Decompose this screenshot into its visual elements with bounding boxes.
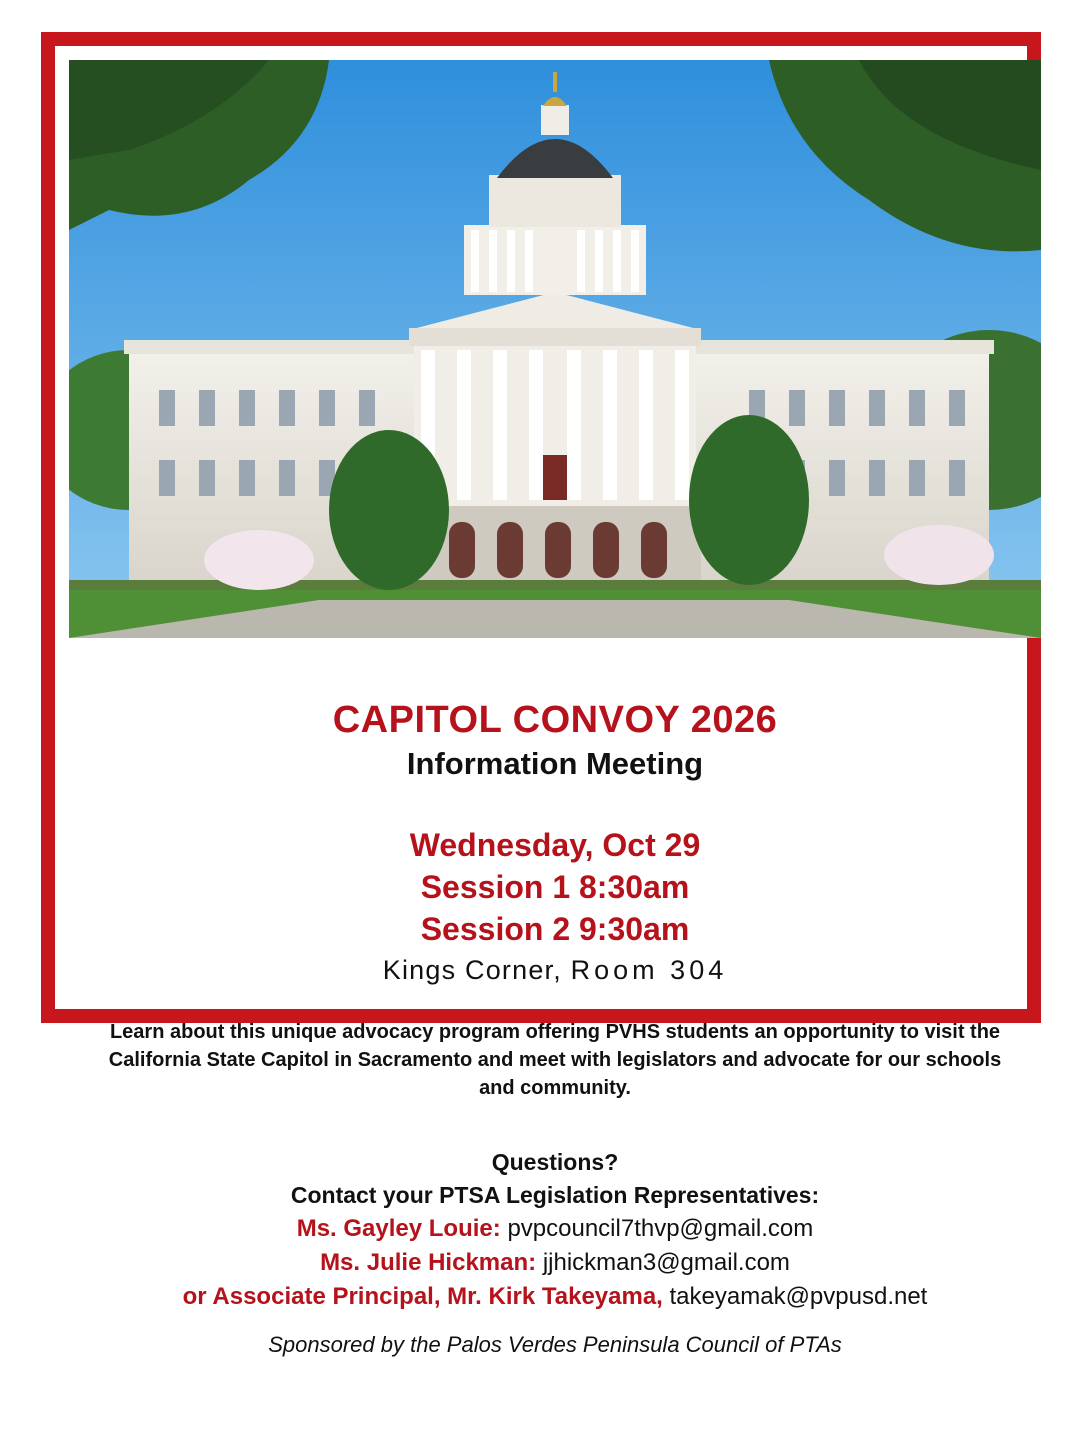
contact-line (69, 1280, 1041, 1314)
location-place: Kings Corner, (382, 955, 562, 985)
location-room: Room 304 (570, 955, 728, 985)
event-date: Wednesday, Oct 29 (409, 827, 701, 863)
contact-section (69, 1146, 1041, 1212)
event-schedule (69, 824, 1041, 950)
session-2-time: Session 2 9:30am (420, 911, 690, 947)
event-location (69, 950, 1041, 990)
capitol-building-photo (69, 60, 1041, 638)
flyer-border (41, 32, 1041, 1357)
flyer-content (69, 638, 1041, 1360)
contact-line (69, 1212, 1041, 1246)
contact-name: Ms. Julie Hickman: (320, 1249, 537, 1276)
event-subtitle: Information Meeting (406, 746, 704, 781)
event-title: CAPITOL CONVOY 2026 (332, 699, 778, 741)
contact-email[interactable]: jjhickman3@gmail.com (542, 1249, 790, 1276)
contact-email[interactable]: takeyamak@pvpusd.net (669, 1283, 928, 1310)
contact-email[interactable]: pvpcouncil7thvp@gmail.com (507, 1215, 814, 1242)
contact-line (69, 1246, 1041, 1280)
contact-intro: Contact your PTSA Legislation Representatives: (290, 1182, 820, 1208)
sponsor-note: Sponsored by the Palos Verdes Peninsula Council of PTAs (268, 1332, 842, 1357)
program-description: Learn about this unique advocacy program offering PVHS students an opportunity to visit the California State Capitol in Sacramento and meet with legislators and advocate for our schools and community. (108, 1021, 1002, 1099)
questions-heading: Questions? (491, 1149, 619, 1175)
session-1-time: Session 1 8:30am (420, 869, 690, 905)
contact-name: Ms. Gayley Louie: (296, 1215, 501, 1242)
contact-name: or Associate Principal, Mr. Kirk Takeyama, (182, 1283, 663, 1310)
